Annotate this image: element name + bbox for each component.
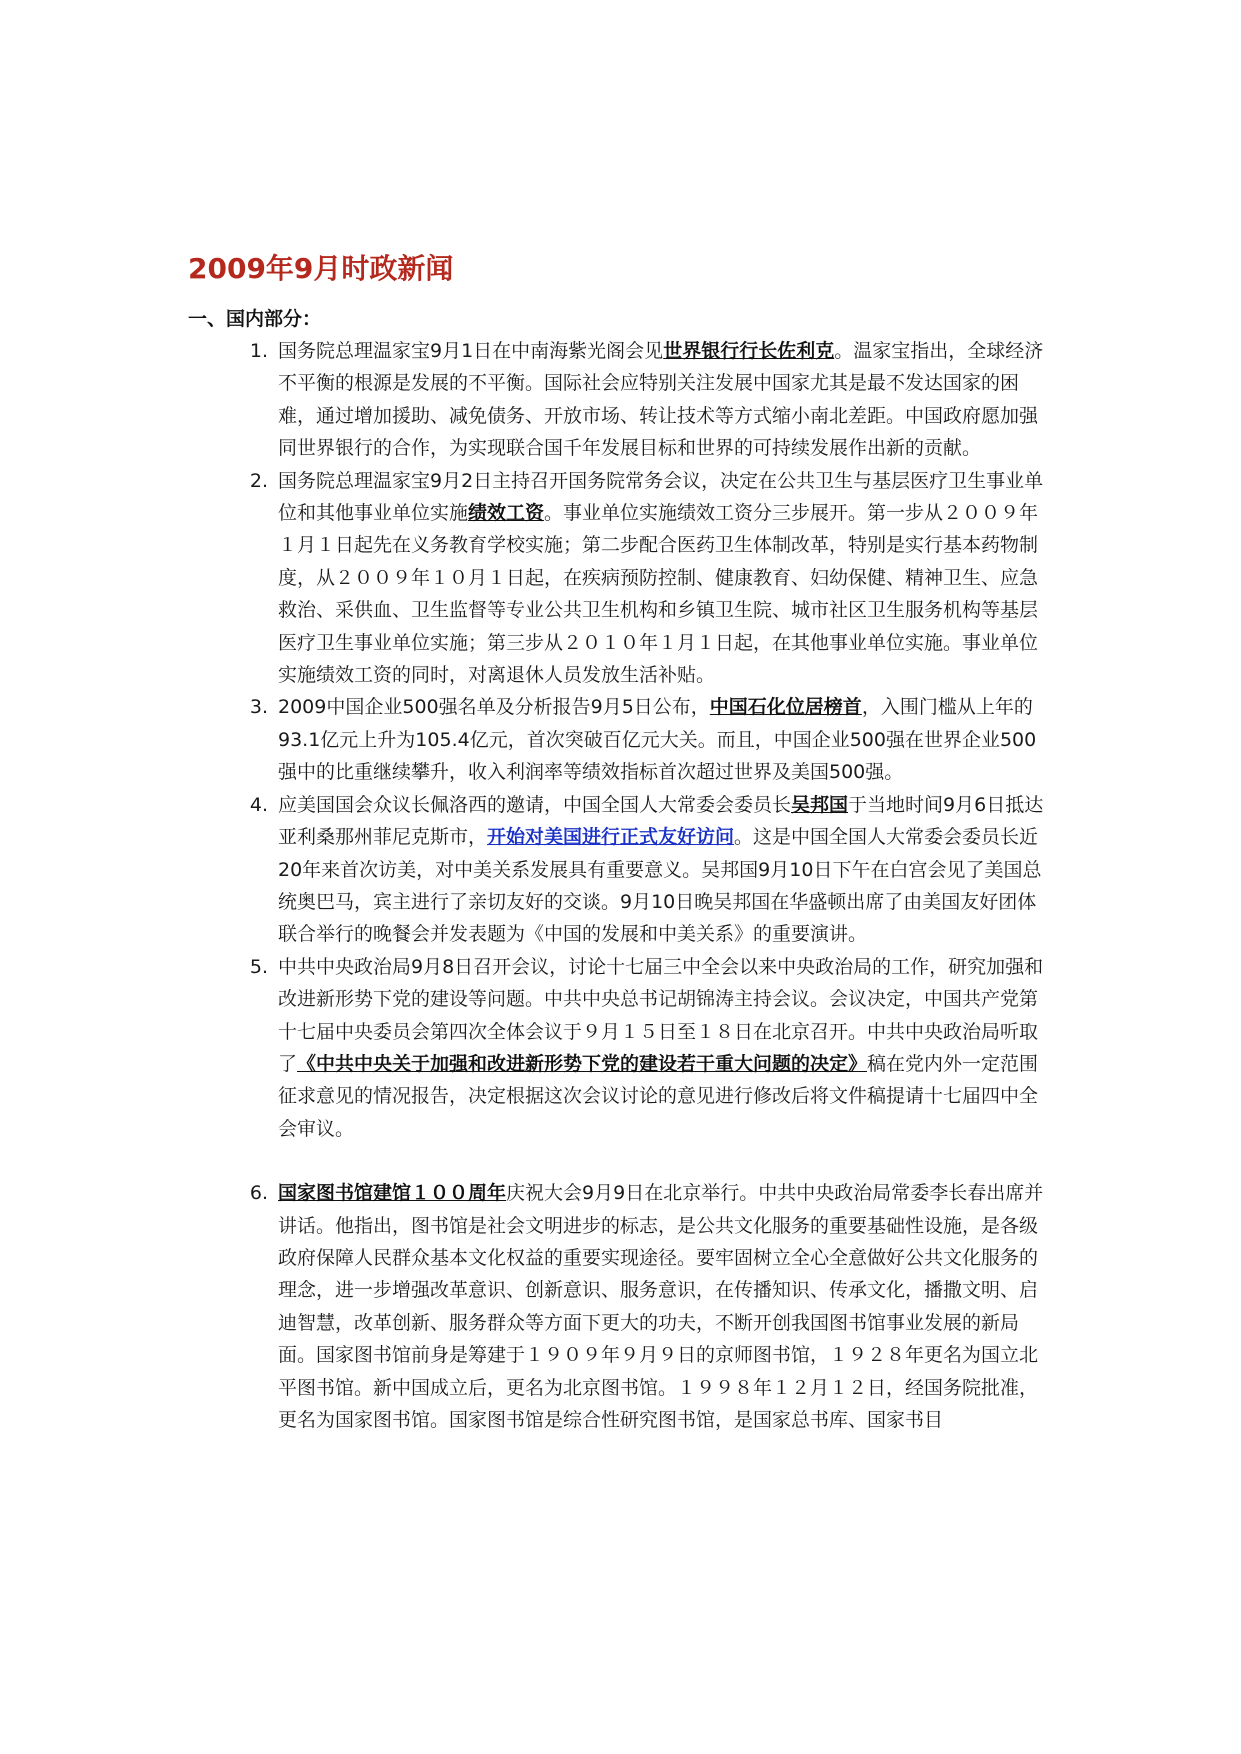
item-text-after: ，入围门槛从上年的93.1亿元上升为105.4亿元，首次突破百亿元大关。而且，中国企业500强在世界企业500强中的比重继续攀升，收入利润率等绩效指标首次超过世界及美国500强。 — [278, 696, 1037, 784]
item-text-before: 应美国国会众议长佩洛西的邀请，中国全国人大常委会委员长 — [278, 793, 792, 816]
item-text-before: 中共中央政治局9月8日召开会议，讨论十七届三中全会以来中央政治局的工作，研究加强和改进新形势下党的建设等问题。中共中央总书记胡锦涛主持会议。会议决定，中国共产党第十七届中央委员会第四次全体会议于９月１５日至１８日在北京召开。中共中央政治局听取了 — [278, 955, 1044, 1075]
item-text — [278, 691, 1052, 788]
item-text — [278, 335, 1052, 465]
item-number: 3. — [249, 696, 268, 719]
item-number: 1. — [249, 340, 268, 362]
list-item — [232, 691, 1052, 788]
item-text-after: 稿在党内外一定范围征求意见的情况报告，决定根据这次会议讨论的意见进行修改后将文件稿提请十七届四中全会审议。 — [278, 1052, 1039, 1140]
item-text — [278, 1177, 1052, 1436]
list-item — [232, 335, 1052, 465]
item-text-before: 国务院总理温家宝9月1日在中南海紫光阁会见 — [278, 340, 664, 362]
item-text-before: 国务院总理温家宝9月2日主持召开国务院常务会议，决定在公共卫生与基层医疗卫生事业单位和其他事业单位实施 — [278, 469, 1044, 525]
item-text-after: 庆祝大会9月9日在北京举行。中共中央政治局常委李长春出席并讲话。他指出，图书馆是社会文明进步的标志，是公共文化服务的重要基础性设施，是各级政府保障人民群众基本文化权益的重要实现途径。要牢固树立全心全意做好公共文化服务的理念，进一步增强改革意识、创新意识、服务意识，在传播知识、传承文化，播撒文明、启迪智慧，改革创新、服务群众等方面下更大的功夫，不断开创我国图书馆事业发展的新局面。国家图书馆前身是筹建于１９０９年９月９日的京师图书馆，１９２８年更名为国立北平图书馆。新中国成立后，更名为北京图书馆。１９９８年１２月１２日，经国务院批准，更名为国家图书馆。国家图书馆是综合性研究图书馆，是国家总书库、国家书目 — [278, 1182, 1044, 1431]
keyword-link[interactable]: 《中共中央关于加强和改进新形势下党的建设若干重大问题的决定》 — [297, 1052, 868, 1075]
list-item — [232, 1177, 1052, 1436]
item-text — [278, 789, 1052, 951]
list-item — [232, 789, 1052, 951]
news-list — [232, 335, 1052, 1436]
hyperlink[interactable]: 开始对美国进行正式友好访问 — [487, 826, 735, 849]
keyword-link[interactable]: 吴邦国 — [791, 793, 849, 816]
item-text-middle: 于当地时间9月6日抵达亚利桑那州菲尼克斯市， — [278, 793, 1044, 849]
section-heading: 一、国内部分： — [188, 308, 322, 330]
item-text — [278, 465, 1052, 692]
keyword-link[interactable]: 中国石化位居榜首 — [709, 696, 862, 719]
item-text — [278, 951, 1052, 1145]
item-text-after: 。事业单位实施绩效工资分三步展开。第一步从２００９年１月１日起先在义务教育学校实施；第二步配合医药卫生体制改革，特别是实行基本药物制度，从２００９年１０月１日起，在疾病预防控制、健康教育、妇幼保健、精神卫生、应急救治、采供血、卫生监督等专业公共卫生机构和乡镇卫生院、城市社区卫生服务机构等基层医疗卫生事业单位实施；第三步从２０１０年１月１日起，在其他事业单位实施。事业单位实施绩效工资的同时，对离退休人员发放生活补贴。 — [278, 502, 1039, 687]
page-title: 2009年9月时政新闻 — [188, 252, 454, 285]
list-item — [232, 465, 1052, 692]
list-item — [232, 951, 1052, 1145]
item-text-after: 。这是中国全国人大常委会委员长近20年来首次访美，对中美关系发展具有重要意义。吴邦国9月10日下午在白宫会见了美国总统奥巴马，宾主进行了亲切友好的交谈。9月10日晚吴邦国在华盛顿出席了由美国友好团体联合举行的晚餐会并发表题为《中国的发展和中美关系》的重要演讲。 — [278, 826, 1042, 946]
item-text-before: 2009中国企业500强名单及分析报告9月5日公布， — [278, 696, 710, 719]
item-number: 4. — [249, 793, 268, 816]
keyword-link[interactable]: 世界银行行长佐利克 — [663, 340, 835, 362]
item-text-after: 。温家宝指出，全球经济不平衡的根源是发展的不平衡。国际社会应特别关注发展中国家尤其是最不发达国家的困难，通过增加援助、减免债务、开放市场、转让技术等方式缩小南北差距。中国政府愿加强同世界银行的合作，为实现联合国千年发展目标和世界的可持续发展作出新的贡献。 — [278, 340, 1044, 460]
item-number: 6. — [249, 1182, 268, 1205]
keyword-link[interactable]: 绩效工资 — [468, 502, 545, 525]
keyword-link[interactable]: 国家图书馆建馆１００周年 — [278, 1182, 507, 1205]
item-number: 5. — [249, 955, 268, 978]
item-number: 2. — [249, 469, 268, 492]
